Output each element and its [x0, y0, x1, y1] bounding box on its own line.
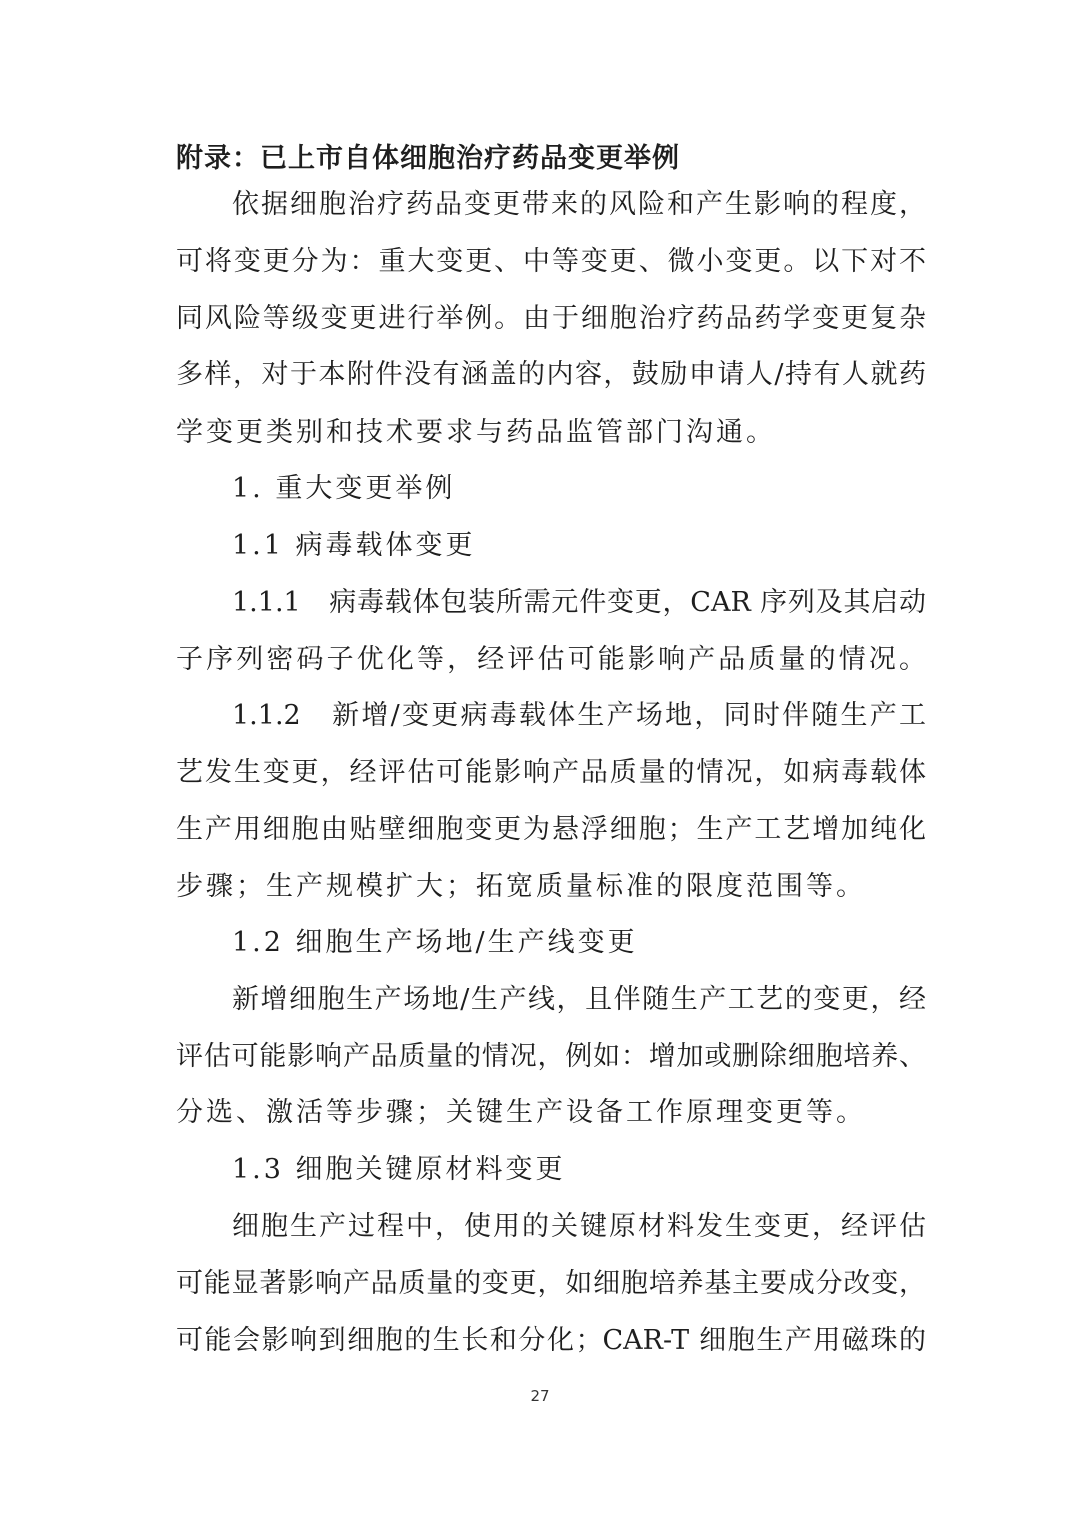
s112-line-1: 1.1.2 新增/变更病毒载体生产场地，同时伴随生产工	[232, 700, 926, 731]
appendix-heading: 附录：已上市自体细胞治疗药品变更举例	[176, 143, 680, 174]
s112-line-3: 生产用细胞由贴壁细胞变更为悬浮细胞；生产工艺增加纯化	[176, 814, 926, 845]
page-number: 27	[530, 1387, 550, 1405]
s12-line-1: 新增细胞生产场地/生产线，且伴随生产工艺的变更，经	[232, 984, 926, 1015]
section-1-3-title: 1.3 细胞关键原材料变更	[232, 1154, 566, 1185]
s112-line-2: 艺发生变更，经评估可能影响产品质量的情况，如病毒载体	[176, 757, 926, 788]
section-1-1-title: 1.1 病毒载体变更	[232, 530, 476, 561]
intro-line-2: 可将变更分为：重大变更、中等变更、微小变更。以下对不	[176, 246, 926, 277]
s111-line-2: 子序列密码子优化等，经评估可能影响产品质量的情况。	[176, 644, 926, 675]
s12-line-3: 分选、激活等步骤；关键生产设备工作原理变更等。	[176, 1097, 866, 1128]
intro-line-3: 同风险等级变更进行举例。由于细胞治疗药品药学变更复杂	[176, 303, 926, 334]
intro-line-1: 依据细胞治疗药品变更带来的风险和产生影响的程度，	[232, 189, 926, 220]
s13-line-2: 可能显著影响产品质量的变更，如细胞培养基主要成分改变，	[176, 1268, 926, 1299]
intro-line-4: 多样，对于本附件没有涵盖的内容，鼓励申请人/持有人就药	[176, 359, 926, 390]
section-1-title: 1. 重大变更举例	[232, 473, 456, 504]
intro-line-5: 学变更类别和技术要求与药品监管部门沟通。	[176, 417, 776, 448]
s112-line-4: 步骤；生产规模扩大；拓宽质量标准的限度范围等。	[176, 871, 866, 902]
section-1-2-title: 1.2 细胞生产场地/生产线变更	[232, 927, 638, 958]
s13-line-1: 细胞生产过程中，使用的关键原材料发生变更，经评估	[232, 1211, 926, 1242]
s12-line-2: 评估可能影响产品质量的情况，例如：增加或删除细胞培养、	[176, 1041, 926, 1072]
s13-line-3: 可能会影响到细胞的生长和分化；CAR-T 细胞生产用磁珠的	[176, 1325, 926, 1356]
s111-line-1: 1.1.1 病毒载体包装所需元件变更，CAR 序列及其启动	[232, 587, 926, 618]
